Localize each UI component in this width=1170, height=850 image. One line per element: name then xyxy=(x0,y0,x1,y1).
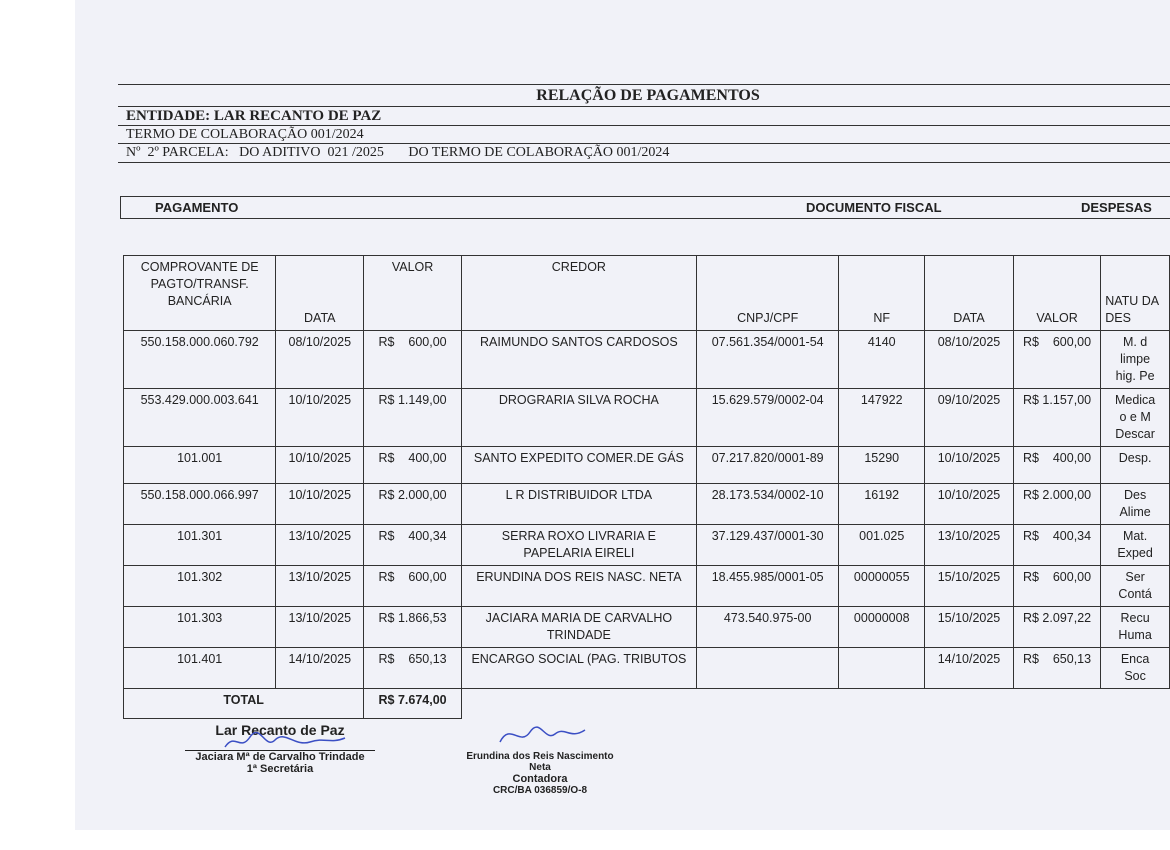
column-header: NATU DA DES xyxy=(1101,256,1170,331)
table-row xyxy=(124,447,1170,484)
handwritten-signature-icon xyxy=(220,732,350,754)
cell-valor: R$ 2.000,00 xyxy=(364,484,462,525)
term-label: TERMO DE COLABORAÇÃO 001/2024 xyxy=(118,125,1170,144)
cell-data-nf: 13/10/2025 xyxy=(925,525,1014,566)
installment-label: Nº 2º PARCELA: DO ADITIVO 021 /2025 DO TERMO DE COLABORAÇÃO 001/2024 xyxy=(118,143,1170,163)
cell-cnpj: 473.540.975-00 xyxy=(696,607,839,648)
table-row xyxy=(124,389,1170,447)
handwritten-signature-icon xyxy=(490,722,590,748)
cell-nf: 00000008 xyxy=(839,607,925,648)
natureza-line: hig. Pe xyxy=(1115,369,1155,383)
cell-credor: SANTO EXPEDITO COMER.DE GÁS xyxy=(461,447,696,484)
natureza-line: Alime xyxy=(1119,505,1151,519)
accountant-registration: CRC/BA 036859/O-8 xyxy=(492,785,588,796)
natureza-line: Descar xyxy=(1115,427,1155,441)
cell-data: 14/10/2025 xyxy=(276,648,364,689)
cell-natureza xyxy=(1101,525,1170,566)
cell-comprovante: 101.302 xyxy=(124,566,276,607)
cell-valor: R$ 400,34 xyxy=(364,525,462,566)
column-header: CREDOR xyxy=(461,256,696,331)
natureza-line: Huma xyxy=(1118,628,1152,642)
cell-valor-nf: R$ 650,13 xyxy=(1013,648,1100,689)
cell-data: 13/10/2025 xyxy=(276,607,364,648)
cell-data-nf: 08/10/2025 xyxy=(925,331,1014,389)
cell-valor-nf: R$ 1.157,00 xyxy=(1013,389,1100,447)
table-row xyxy=(124,648,1170,689)
natureza-line: o e M xyxy=(1119,410,1151,424)
natureza-line: Contá xyxy=(1118,587,1152,601)
natureza-line: Recu xyxy=(1120,611,1150,625)
cell-comprovante: 101.303 xyxy=(124,607,276,648)
cell-comprovante: 550.158.000.066.997 xyxy=(124,484,276,525)
document-title: RELAÇÃO DE PAGAMENTOS xyxy=(118,84,1170,106)
cell-nf: 147922 xyxy=(839,389,925,447)
cell-data: 10/10/2025 xyxy=(276,447,364,484)
cell-credor: JACIARA MARIA DE CARVALHO TRINDADE xyxy=(461,607,696,648)
cell-data-nf: 10/10/2025 xyxy=(925,447,1014,484)
cell-data-nf: 15/10/2025 xyxy=(925,566,1014,607)
cell-cnpj: 37.129.437/0001-30 xyxy=(696,525,839,566)
section-pagamento: PAGAMENTO xyxy=(155,200,239,215)
signer-name: Jaciara Mª de Carvalho Trindade xyxy=(185,750,375,763)
table-row xyxy=(124,331,1170,389)
cell-nf: 15290 xyxy=(839,447,925,484)
cell-valor-nf: R$ 600,00 xyxy=(1013,331,1100,389)
cell-credor: SERRA ROXO LIVRARIA E PAPELARIA EIRELI xyxy=(461,525,696,566)
table-row xyxy=(124,566,1170,607)
cell-valor: R$ 600,00 xyxy=(364,331,462,389)
cell-natureza xyxy=(1101,389,1170,447)
cell-comprovante: 101.001 xyxy=(124,447,276,484)
accountant-name: Erundina dos Reis Nascimento Neta xyxy=(466,751,614,773)
cell-natureza xyxy=(1101,607,1170,648)
total-value: R$ 7.674,00 xyxy=(364,689,462,719)
cell-cnpj: 07.561.354/0001-54 xyxy=(696,331,839,389)
table-row xyxy=(124,525,1170,566)
cell-nf: 00000055 xyxy=(839,566,925,607)
cell-credor: DROGRARIA SILVA ROCHA xyxy=(461,389,696,447)
cell-comprovante: 101.301 xyxy=(124,525,276,566)
cell-natureza xyxy=(1101,566,1170,607)
cell-valor-nf: R$ 2.097,22 xyxy=(1013,607,1100,648)
cell-natureza xyxy=(1101,447,1170,484)
cell-data: 13/10/2025 xyxy=(276,566,364,607)
cell-valor: R$ 600,00 xyxy=(364,566,462,607)
natureza-line: Medica xyxy=(1114,393,1156,407)
cell-valor-nf: R$ 400,34 xyxy=(1013,525,1100,566)
cell-nf: 16192 xyxy=(839,484,925,525)
cell-cnpj: 07.217.820/0001-89 xyxy=(696,447,839,484)
natureza-line: limpe xyxy=(1120,352,1151,366)
column-header: NF xyxy=(839,256,925,331)
column-header: VALOR xyxy=(1013,256,1100,331)
cell-natureza xyxy=(1101,331,1170,389)
table-row xyxy=(124,607,1170,648)
cell-cnpj: 28.173.534/0002-10 xyxy=(696,484,839,525)
cell-data: 10/10/2025 xyxy=(276,484,364,525)
cell-credor: RAIMUNDO SANTOS CARDOSOS xyxy=(461,331,696,389)
natureza-line: Enca xyxy=(1120,652,1150,666)
cell-data-nf: 15/10/2025 xyxy=(925,607,1014,648)
cell-comprovante: 101.401 xyxy=(124,648,276,689)
payments-table xyxy=(123,255,1170,719)
natureza-line: Exped xyxy=(1117,546,1153,560)
cell-valor-nf: R$ 2.000,00 xyxy=(1013,484,1100,525)
signer-role: 1ª Secretária xyxy=(246,763,314,775)
section-bar xyxy=(120,196,1170,219)
cell-data-nf: 09/10/2025 xyxy=(925,389,1014,447)
cell-valor: R$ 1.149,00 xyxy=(364,389,462,447)
org-stamp: Lar Recanto de Paz xyxy=(215,722,345,738)
signature-right xyxy=(460,722,620,796)
cell-nf: 001.025 xyxy=(839,525,925,566)
cell-data-nf: 14/10/2025 xyxy=(925,648,1014,689)
natureza-line: Des xyxy=(1123,488,1147,502)
cell-nf xyxy=(839,648,925,689)
table-row xyxy=(124,484,1170,525)
cell-valor-nf: R$ 600,00 xyxy=(1013,566,1100,607)
cell-comprovante: 553.429.000.003.641 xyxy=(124,389,276,447)
section-despesas: DESPESAS xyxy=(1081,200,1152,215)
cell-data: 10/10/2025 xyxy=(276,389,364,447)
natureza-line: Mat. xyxy=(1122,529,1148,543)
cell-credor: ERUNDINA DOS REIS NASC. NETA xyxy=(461,566,696,607)
column-header: CNPJ/CPF xyxy=(696,256,839,331)
cell-cnpj: 18.455.985/0001-05 xyxy=(696,566,839,607)
cell-data-nf: 10/10/2025 xyxy=(925,484,1014,525)
cell-credor: L R DISTRIBUIDOR LTDA xyxy=(461,484,696,525)
cell-valor-nf: R$ 400,00 xyxy=(1013,447,1100,484)
cell-natureza xyxy=(1101,484,1170,525)
cell-cnpj: 15.629.579/0002-04 xyxy=(696,389,839,447)
natureza-line: M. d xyxy=(1122,335,1148,349)
entity-name: ENTIDADE: LAR RECANTO DE PAZ xyxy=(118,106,1170,125)
column-header: VALOR xyxy=(364,256,462,331)
cell-natureza xyxy=(1101,648,1170,689)
cell-credor: ENCARGO SOCIAL (PAG. TRIBUTOS xyxy=(461,648,696,689)
total-label: TOTAL xyxy=(124,689,364,719)
cell-valor: R$ 400,00 xyxy=(364,447,462,484)
signature-left xyxy=(185,722,375,775)
natureza-line: Ser xyxy=(1125,570,1145,584)
cell-valor: R$ 650,13 xyxy=(364,648,462,689)
cell-comprovante: 550.158.000.060.792 xyxy=(124,331,276,389)
accountant-role: Contadora xyxy=(512,773,568,785)
cell-data: 08/10/2025 xyxy=(276,331,364,389)
cell-nf: 4140 xyxy=(839,331,925,389)
cell-cnpj xyxy=(696,648,839,689)
natureza-line: Soc xyxy=(1124,669,1146,683)
empty-cell xyxy=(461,689,1169,719)
column-header: DATA xyxy=(276,256,364,331)
cell-valor: R$ 1.866,53 xyxy=(364,607,462,648)
total-row xyxy=(124,689,1170,719)
natureza-line: Desp. xyxy=(1118,451,1152,465)
section-documento-fiscal: DOCUMENTO FISCAL xyxy=(806,200,942,215)
cell-data: 13/10/2025 xyxy=(276,525,364,566)
column-header: COMPROVANTE DE PAGTO/TRANSF. BANCÁRIA xyxy=(124,256,276,331)
column-header: DATA xyxy=(925,256,1014,331)
